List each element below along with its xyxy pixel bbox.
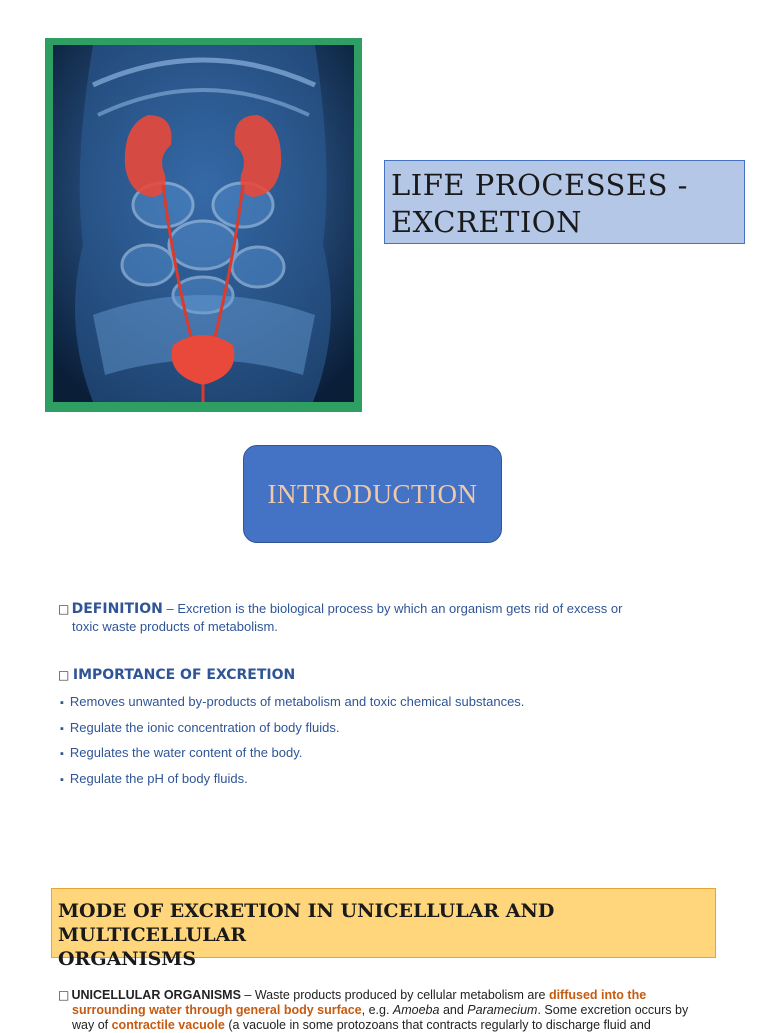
title-line-1: LIFE PROCESSES - — [391, 168, 688, 202]
introduction-button[interactable] — [243, 445, 502, 543]
definition-text-2: toxic waste products of metabolism. — [72, 619, 278, 634]
definition-text-1: – Excretion is the biological process by which an organism gets rid of excess or — [162, 601, 623, 616]
species-name: Paramecium — [467, 1003, 538, 1017]
importance-heading — [58, 667, 295, 683]
bullet-icon: □ — [58, 602, 70, 616]
importance-heading-text: IMPORTANCE OF EXCRETION — [72, 667, 296, 683]
urinary-system-image — [53, 45, 354, 402]
unicellular-text: . Some excretion occurs by — [537, 1003, 689, 1017]
list-item: ▪ Removes unwanted by-products of metabolism and toxic chemical substances. — [60, 693, 524, 719]
highlight-text: surrounding water through general body surface — [72, 1003, 362, 1017]
kidney-illustration — [45, 38, 362, 412]
introduction-label: INTRODUCTION — [267, 478, 478, 509]
unicellular-text: (a vacuole in some protozoans that contracts regularly to discharge fluid and — [224, 1018, 651, 1032]
species-name: Amoeba — [392, 1003, 440, 1017]
highlight-text: contractile vacuole — [111, 1018, 225, 1032]
list-item: ▪ Regulate the ionic concentration of body fluids. — [60, 719, 524, 745]
mode-heading-line-1: MODE OF EXCRETION IN UNICELLULAR AND MULTICELLULAR — [58, 900, 555, 946]
title-box — [384, 160, 745, 244]
definition-paragraph — [58, 600, 708, 636]
bullet-icon: □ — [58, 668, 70, 682]
unicellular-text: way of — [72, 1018, 112, 1032]
definition-lead: DEFINITION — [71, 601, 163, 617]
mode-heading-box — [51, 888, 716, 970]
highlight-text: diffused into the — [548, 988, 647, 1002]
unicellular-paragraph — [58, 988, 708, 1033]
importance-list — [60, 693, 524, 795]
list-item: ▪ Regulates the water content of the body. — [60, 744, 524, 770]
unicellular-text: and — [439, 1003, 468, 1017]
unicellular-text: – Waste products produced by cellular metabolism are — [240, 988, 549, 1002]
unicellular-text: , e.g. — [361, 1003, 393, 1017]
mode-heading-line-2: ORGANISMS — [58, 948, 197, 970]
unicellular-lead: UNICELLULAR ORGANISMS — [71, 988, 241, 1002]
bullet-icon: □ — [58, 988, 70, 1002]
list-item: ▪ Regulate the pH of body fluids. — [60, 770, 524, 796]
title-line-2: EXCRETION — [391, 205, 582, 239]
